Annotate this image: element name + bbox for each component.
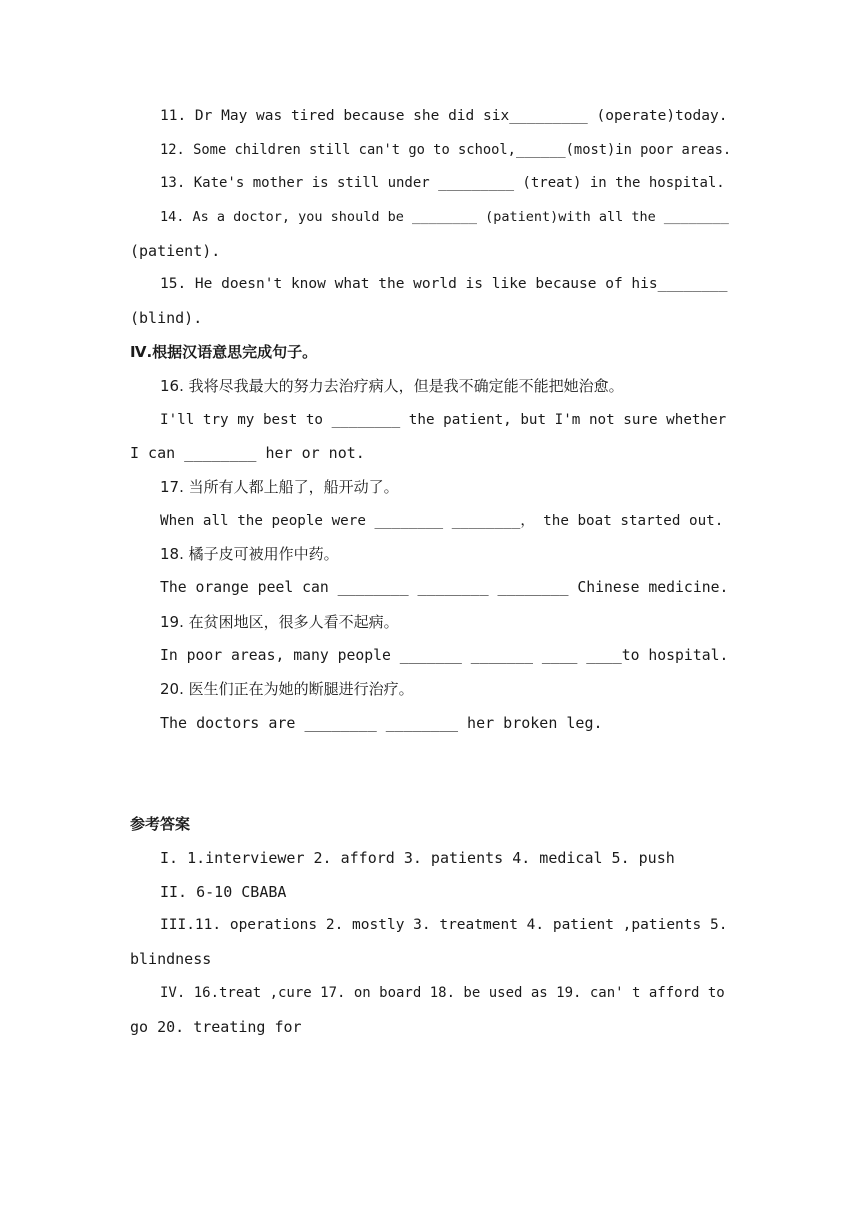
question-19-english: In poor areas, many people _______ _______ ____ ____to hospital. <box>160 647 729 664</box>
question-18-chinese: 18. 橘子皮可被用作中药。 <box>160 545 339 563</box>
question-17-chinese: 17. 当所有人都上船了，船开动了。 <box>160 478 399 496</box>
question-12: 12. Some children still can't go to school,______(most)in poor areas. <box>160 142 732 158</box>
question-13: 13. Kate's mother is still under _________ (treat) in the hospital. <box>160 175 725 191</box>
question-16-chinese: 16. 我将尽我最大的努力去治疗病人，但是我不确定能不能把她治愈。 <box>160 377 624 395</box>
answer-section-4-line1: IV. 16.treat ,cure 17. on board 18. be used as 19. can' t afford to <box>160 985 725 1001</box>
question-17-english: When all the people were ________ ________， the boat started out. <box>160 513 724 529</box>
question-18-english: The orange peel can ________ ________ ________ Chinese medicine. <box>160 579 729 596</box>
answer-section-3-line1: III.11. operations 2. mostly 3. treatment 4. patient ,patients 5. <box>160 917 728 933</box>
answer-section-1: I. 1.interviewer 2. afford 3. patients 4. medical 5. push <box>160 849 675 867</box>
question-15-line1: 15. He doesn't know what the world is like because of his________ <box>160 276 728 292</box>
question-20-english: The doctors are ________ ________ her broken leg. <box>160 714 603 732</box>
question-20-chinese: 20. 医生们正在为她的断腿进行治疗。 <box>160 680 414 698</box>
question-11: 11. Dr May was tired because she did six_________ (operate)today. <box>160 108 728 124</box>
question-14-line1: 14. As a doctor, you should be ________ (patient)with all the ________ <box>160 209 729 225</box>
answer-section-3-line2: blindness <box>130 950 212 968</box>
question-16-english-line2: I can ________ her or not. <box>130 444 365 462</box>
answer-section-4-line2: go 20. treating for <box>130 1018 302 1036</box>
answer-key-heading: 参考答案 <box>130 815 191 833</box>
question-15-line2: (blind). <box>130 309 203 327</box>
section-4-heading: Ⅳ.根据汉语意思完成句子。 <box>130 343 318 361</box>
answer-section-2: II. 6-10 CBABA <box>160 883 287 901</box>
question-16-english-line1: I'll try my best to ________ the patient, but I'm not sure whether <box>160 412 727 428</box>
question-14-line2: (patient). <box>130 242 221 260</box>
question-19-chinese: 19. 在贫困地区，很多人看不起病。 <box>160 613 399 631</box>
